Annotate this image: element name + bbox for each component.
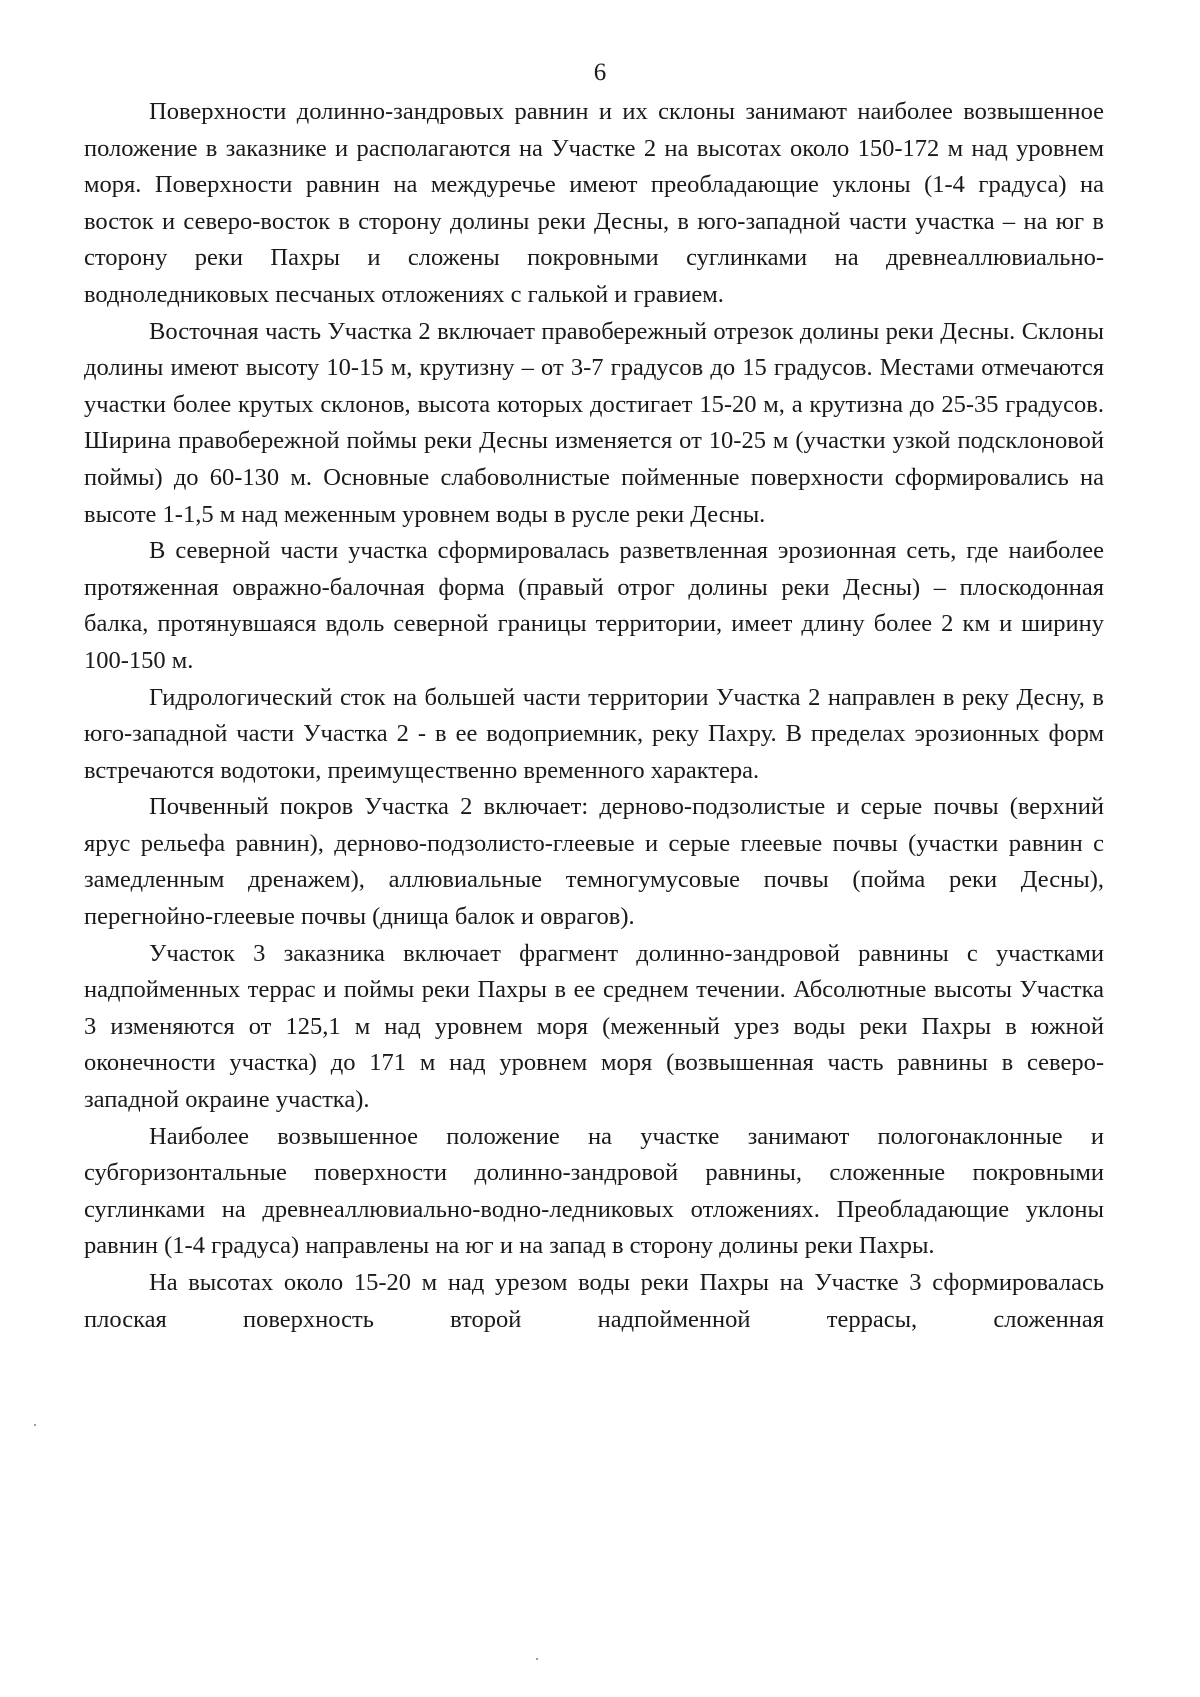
scan-speck (536, 1658, 538, 1660)
paragraph-hydrology: Гидрологический сток на большей части территории Участка 2 направлен в реку Десну, в юго-западной части Участка 2 - в ее водоприемник, реку Пахру. В пределах эрозионных форм встречаются водотоки, преимущественно временного характера. (84, 683, 1104, 784)
paragraph-elevated-position: Наиболее возвышенное положение на участке занимают пологонаклонные и субгоризонтальные поверхности долинно-зандровой равнины, сложенные покровными суглинками на древнеаллювиально-водно-ледниковых отложениях. Преобладающие уклоны равнин (1-4 градуса) направлены на юг и на запад в сторону долины реки Пахры. (84, 1122, 1104, 1260)
page-number: 6 (593, 59, 607, 86)
paragraph-soil-cover: Почвенный покров Участка 2 включает: дерново-подзолистые и серые почвы (верхний ярус рельефа равнин), дерново-подзолисто-глеевые и серые глеевые почвы (участки равнин с замедленным дренажем), аллювиальные темногумусовые почвы (пойма реки Десны), перегнойно-глеевые почвы (днища балок и оврагов). (84, 793, 1104, 931)
paragraph-eastern-part: Восточная часть Участка 2 включает правобережный отрезок долины реки Десны. Склоны долины имеют высоту 10-15 м, крутизну – от 3-7 градусов до 15 градусов. Местами отмечаются участки более крутых склонов, высота которых достигает 15-20 м, а крутизна до 25-35 градусов. Ширина правобережной поймы реки Десны изменяется от 10-25 м (участки узкой подсклоновой поймы) до 60-130 м. Основные слабоволнистые пойменные поверхности сформировались на высоте 1-1,5 м над меженным уровнем воды в русле реки Десны. (84, 317, 1104, 528)
paragraph-northern-part: В северной части участка сформировалась разветвленная эрозионная сеть, где наиболее протяженная овражно-балочная форма (правый отрог долины реки Десны) – плоскодонная балка, протянувшаяся вдоль северной границы территории, имеет длину более 2 км и ширину 100-150 м. (84, 537, 1104, 674)
paragraph-second-terrace: На высотах около 15-20 м над урезом воды реки Пахры на Участке 3 сформировалась плоская поверхность второй надпойменной террасы, сложенная (84, 1269, 1104, 1333)
scan-speck (34, 1424, 36, 1426)
paragraph-plot-3: Участок 3 заказника включает фрагмент долинно-зандровой равнины с участками надпойменных террас и поймы реки Пахры в ее среднем течении. Абсолютные высоты Участка 3 изменяются от 125,1 м над уровнем моря (меженный урез воды реки Пахры в южной оконечности участка) до 171 м над уровнем моря (возвышенная часть равнины в северо-западной окраине участка). (84, 939, 1104, 1114)
body-text (84, 94, 1104, 1338)
paragraph-plains-surfaces: Поверхности долинно-зандровых равнин и их склоны занимают наиболее возвышенное положение в заказнике и располагаются на Участке 2 на высотах около 150-172 м над уровнем моря. Поверхности равнин на междуречье имеют преобладающие уклоны (1-4 градуса) на восток и северо-восток в сторону долины реки Десны, в юго-западной части участка – на юг в сторону реки Пахры и сложены покровными суглинками на древнеаллювиально-водноледниковых песчаных отложениях с галькой и гравием. (84, 98, 1104, 308)
